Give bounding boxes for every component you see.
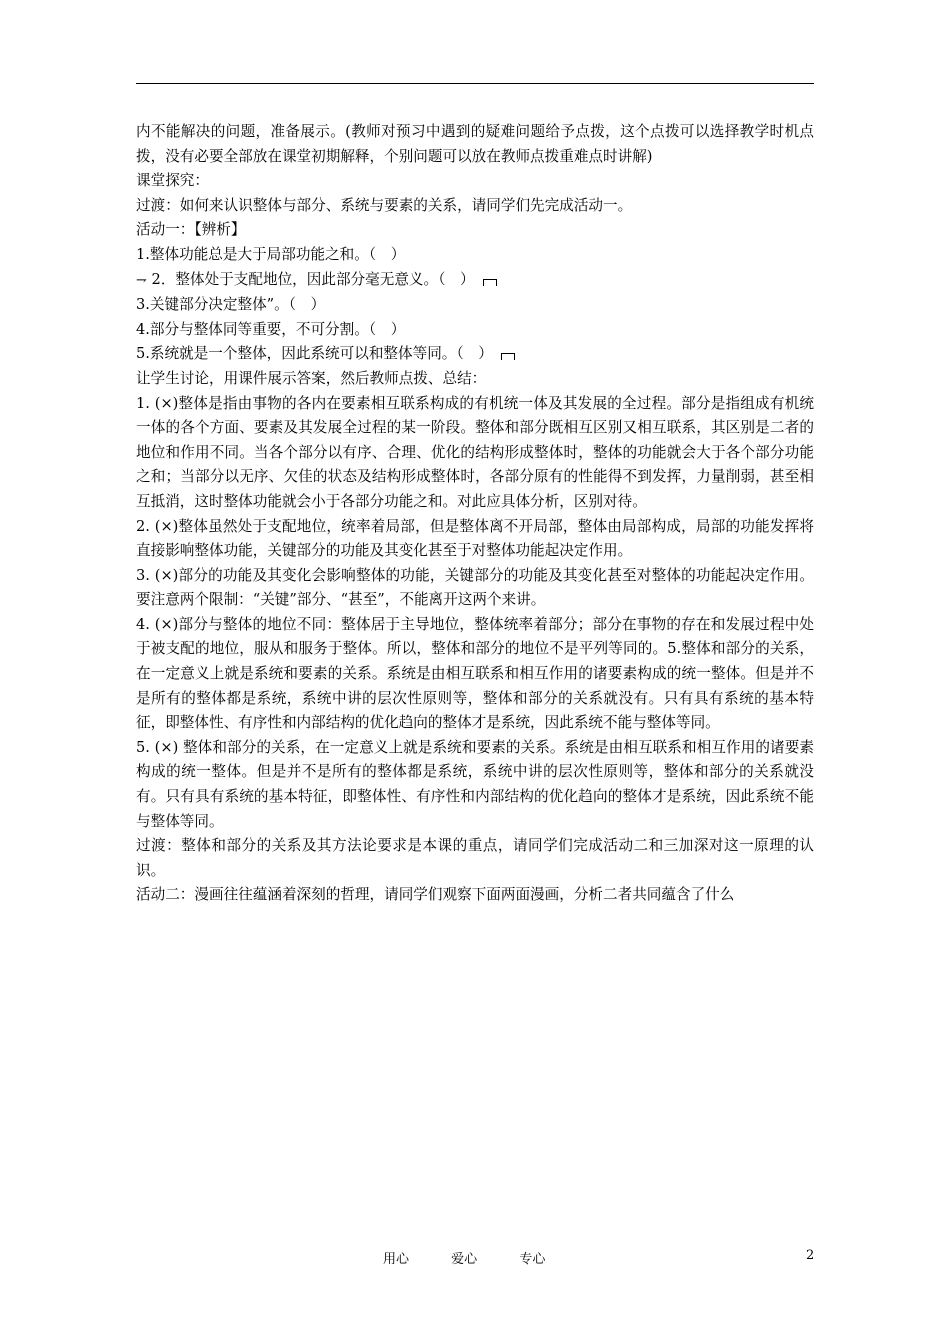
- question-1: 1.整体功能总是大于局部功能之和。（ ）: [136, 245, 406, 263]
- question-3: 3.关键部分决定整体”。（ ）: [136, 296, 326, 314]
- question-5: [136, 342, 814, 367]
- inquiry-heading: 课堂探究：: [136, 172, 209, 190]
- answer-1: 1. (×)整体是指由事物的各内在要素相互联系构成的有机统一体及其发展的全过程。部分是指组成有机统一体的各个方面、要素及其发展全过程的某一阶段。整体和部分既相互区别又相互联系，其区别是二者的地位和作用不同。当各个部分以有序、合理、优化的结构形成整体时，整体的功能就会大于各个部分功能之和；当部分以无序、欠佳的状态及结构形成整体时，各部分原有的性能得不到发挥，力量削弱，甚至相互抵消，这时整体功能就会小于各部分功能之和。对此应具体分析，区别对待。: [136, 394, 814, 510]
- arrow-mark-icon: ⇁: [136, 272, 147, 288]
- intro-paragraph: 内不能解决的问题，准备展示。(教师对预习中遇到的疑难问题给予点拨，这个点拨可以选择教学时机点拨，没有必要全部放在课堂初期解释，个别问题可以放在教师点拨重难点时讲解): [136, 123, 814, 165]
- question-2-text: 2．整体处于支配地位，因此部分毫无意义。（ ）: [151, 270, 475, 288]
- footer-motto-3: 专心: [519, 1252, 546, 1267]
- activity-2: 活动二：漫画往往蕴涵着深刻的哲理，请同学们观察下面两面漫画，分析二者共同蕴含了什么: [136, 886, 735, 904]
- answer-2: 2. (×)整体虽然处于支配地位，统率着局部，但是整体离不开局部，整体由局部构成，局部的功能发挥将直接影响整体功能，关键部分的功能及其变化甚至于对整体功能起决定作用。: [136, 517, 814, 560]
- bracket-mark-icon: [501, 353, 515, 360]
- answer-4: 4. (×)部分与整体的地位不同：整体居于主导地位，整体统率着部分；部分在事物的存在和发展过程中处于被支配的地位，服从和服务于整体。所以，整体和部分的地位不是平列等同的。5.整体和部分的关系，在一定意义上就是系统和要素的关系。系统是由相互联系和相互作用的诸要素构成的统一整体。但是并不是所有的整体都是系统，系统中讲的层次性原则等，整体和部分的关系就没有。只有具有系统的基本特征，即整体性、有序性和内部结构的优化趋向的整体才是系统，因此系统不能与整体等同。: [136, 615, 814, 732]
- transition-2: 过渡：整体和部分的关系及其方法论要求是本课的重点，请同学们完成活动二和三加深对这一原理的认识。: [136, 837, 814, 879]
- footer-motto-1: 用心: [383, 1252, 410, 1267]
- footer-motto: [383, 1248, 583, 1267]
- activity-1-title: 活动一：【辨析】: [136, 221, 246, 239]
- bracket-mark-icon: [483, 279, 497, 286]
- question-4: 4.部分与整体同等重要，不可分割。（ ）: [136, 320, 406, 338]
- question-2: [136, 268, 814, 294]
- document-body: [136, 120, 814, 908]
- discussion-line: 让学生讨论，用课件展示答案，然后教师点拨、总结：: [136, 369, 487, 387]
- header-rule: [136, 83, 814, 84]
- answer-3: 3. (×)部分的功能及其变化会影响整体的功能，关键部分的功能及其变化甚至对整体的功能起决定作用。要注意两个限制：“关键”部分、“甚至”，不能离开这两个来讲。: [136, 566, 814, 609]
- transition-1: 过渡：如何来认识整体与部分、系统与要素的关系，请同学们先完成活动一。: [136, 196, 633, 214]
- footer-motto-2: 爱心: [451, 1252, 478, 1267]
- answer-5: 5. (×) 整体和部分的关系，在一定意义上就是系统和要素的关系。系统是由相互联系和相互作用的诸要素构成的统一整体。但是并不是所有的整体都是系统，系统中讲的层次性原则等，整体和部分的关系就没有。只有具有系统的基本特征，即整体性、有序性和内部结构的优化趋向的整体才是系统，因此系统不能与整体等同。: [136, 738, 814, 830]
- question-5-text: 5.系统就是一个整体，因此系统可以和整体等同。（ ）: [136, 345, 493, 363]
- page-number: 2: [806, 1248, 815, 1263]
